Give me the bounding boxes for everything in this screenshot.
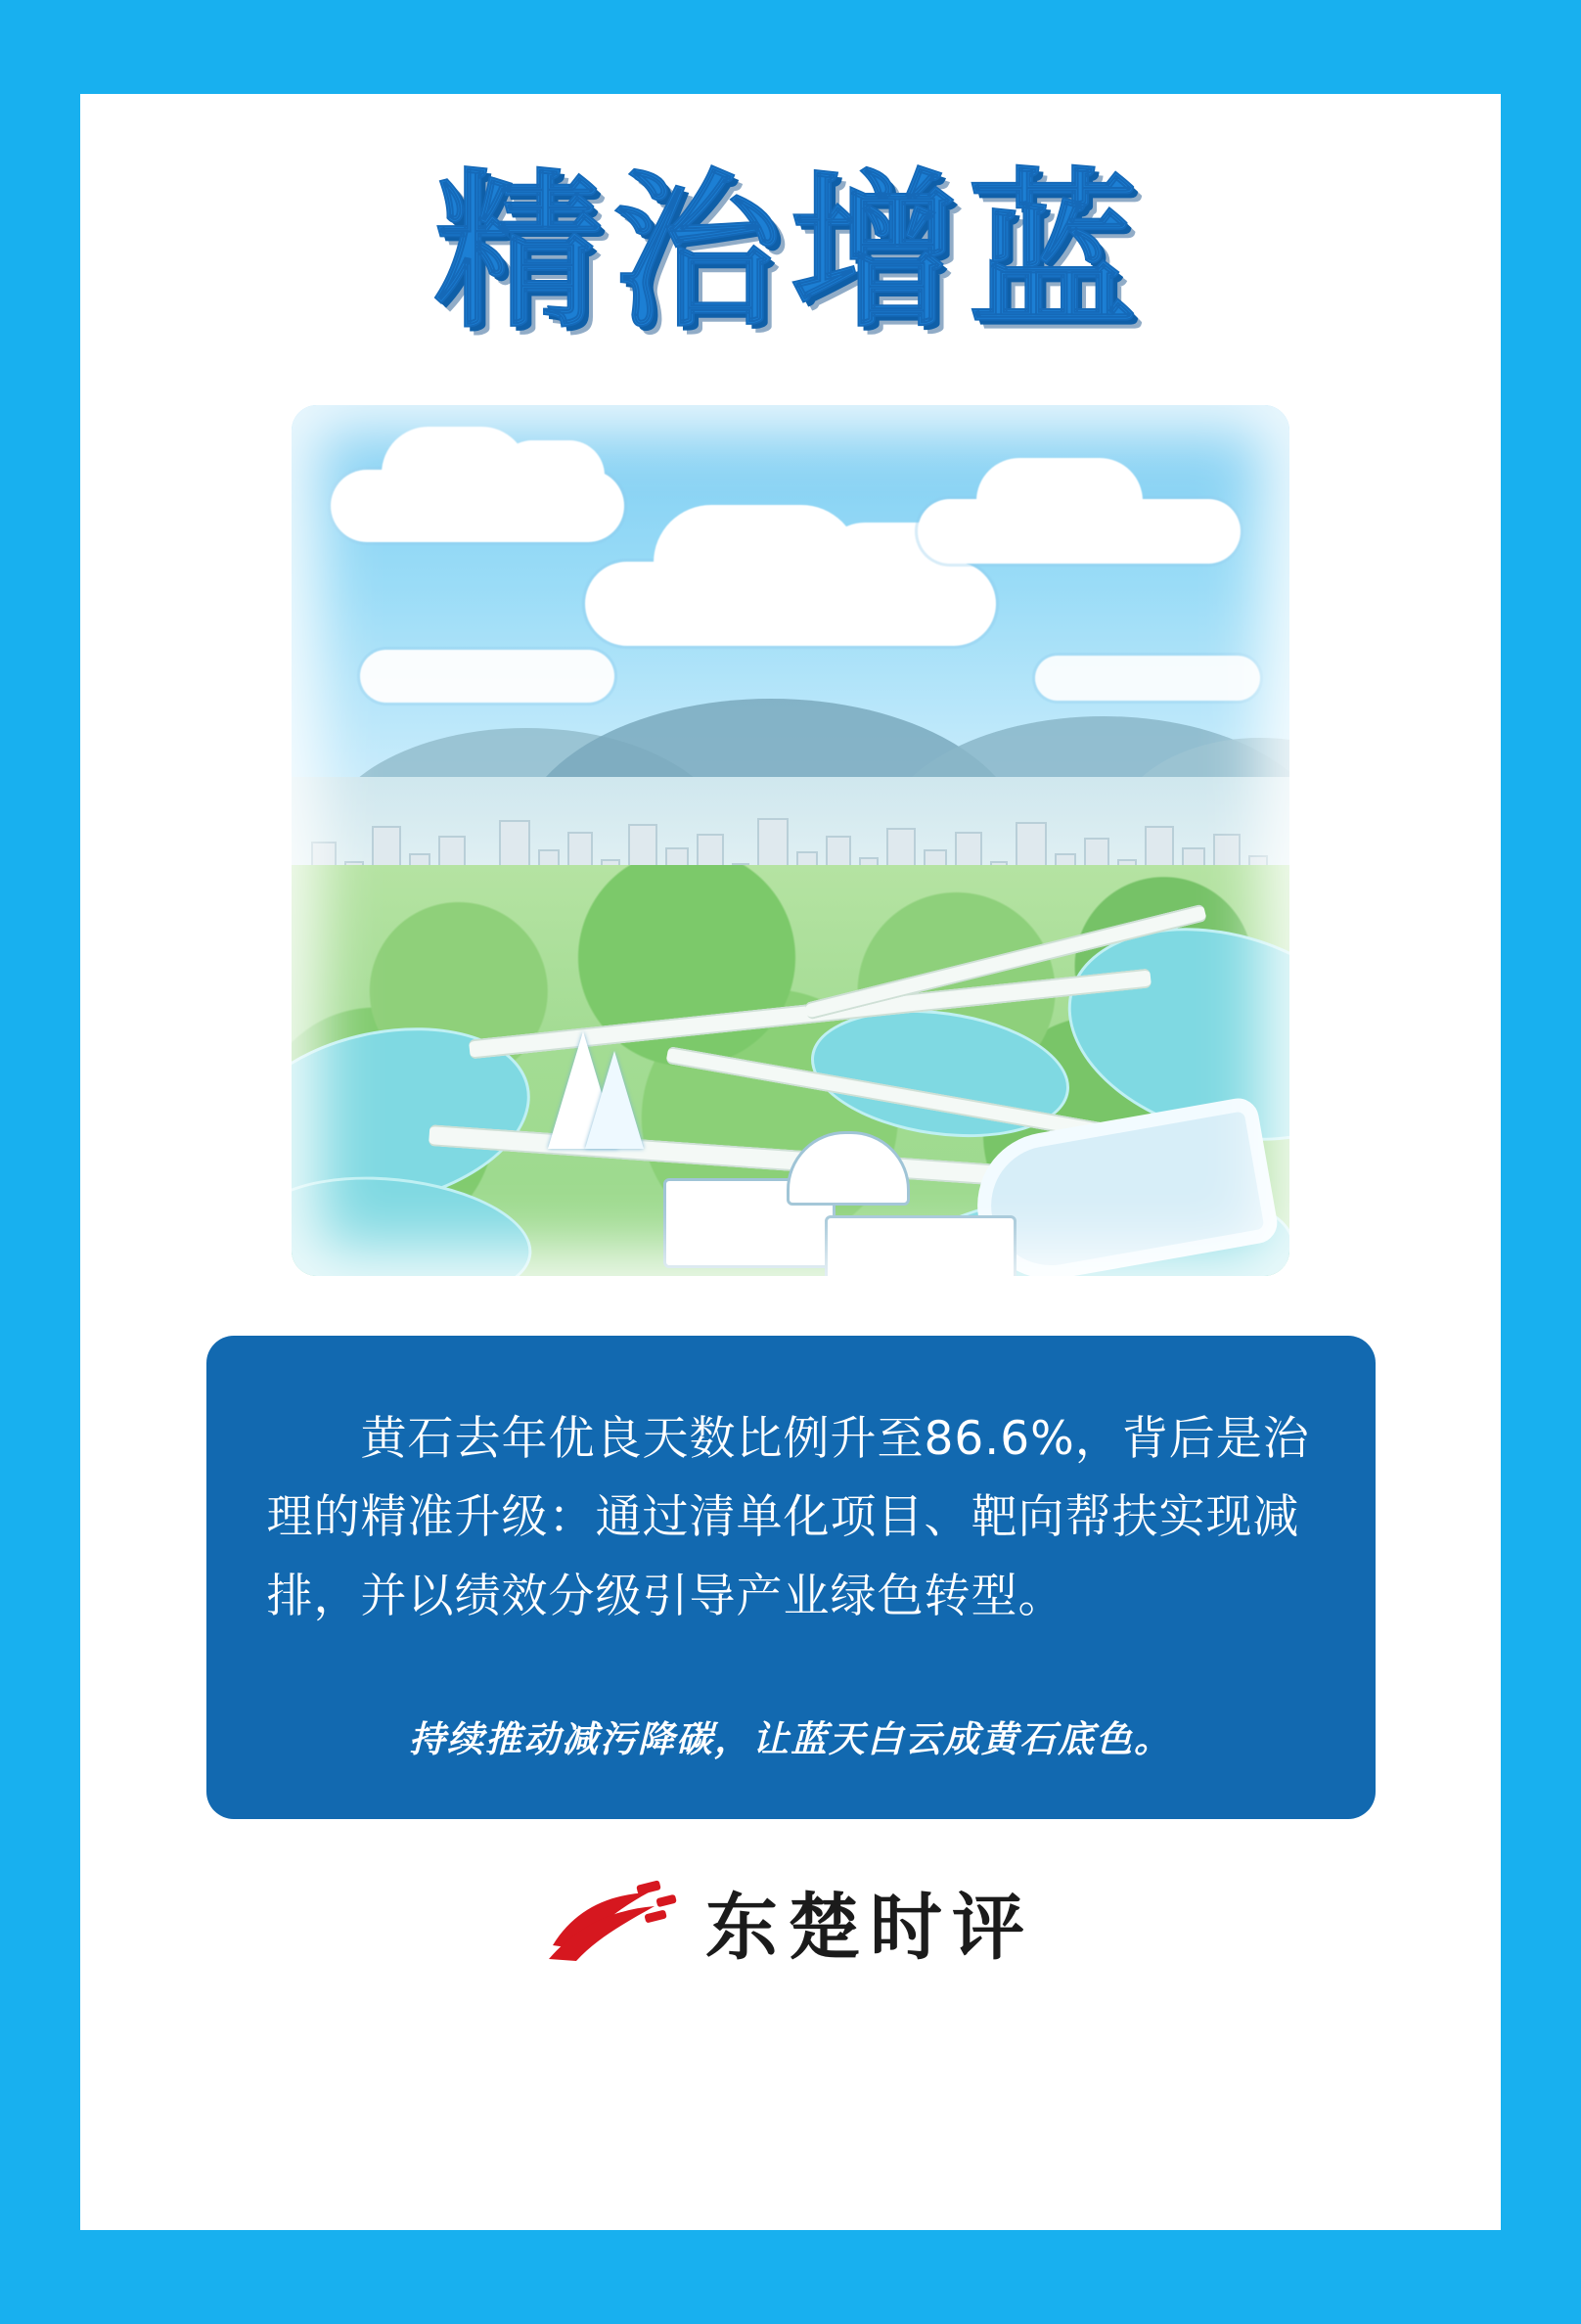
panel-slogan-text: 持续推动减污降碳，让蓝天白云成黄石底色。 xyxy=(409,1717,1172,1761)
panel-body-text: 黄石去年优良天数比例升至86.6%，背后是治理的精准升级：通过清单化项目、靶向帮扶实现减排，并以绩效分级引导产业绿色转型。 xyxy=(266,1411,1310,1624)
footer-brand xyxy=(547,1870,1034,1974)
page-title: 精治增蓝 xyxy=(434,154,1147,350)
dongchu-shiping-logo-icon xyxy=(547,1877,680,1967)
message-panel xyxy=(206,1336,1376,1819)
cloud-icon xyxy=(585,562,996,646)
cloud-icon xyxy=(1035,656,1260,701)
cloud-icon xyxy=(360,650,614,703)
illustration-container xyxy=(287,400,1294,1281)
foreground-building xyxy=(825,1215,1016,1276)
poster-card xyxy=(80,94,1501,2230)
footer-brand-text: 东楚时评 xyxy=(705,1886,1034,1971)
cloud-icon xyxy=(918,499,1241,564)
sail-building-icon xyxy=(585,1051,644,1149)
huangshi-city-aerial-illustration xyxy=(292,405,1289,1276)
cloud-icon xyxy=(331,470,624,542)
